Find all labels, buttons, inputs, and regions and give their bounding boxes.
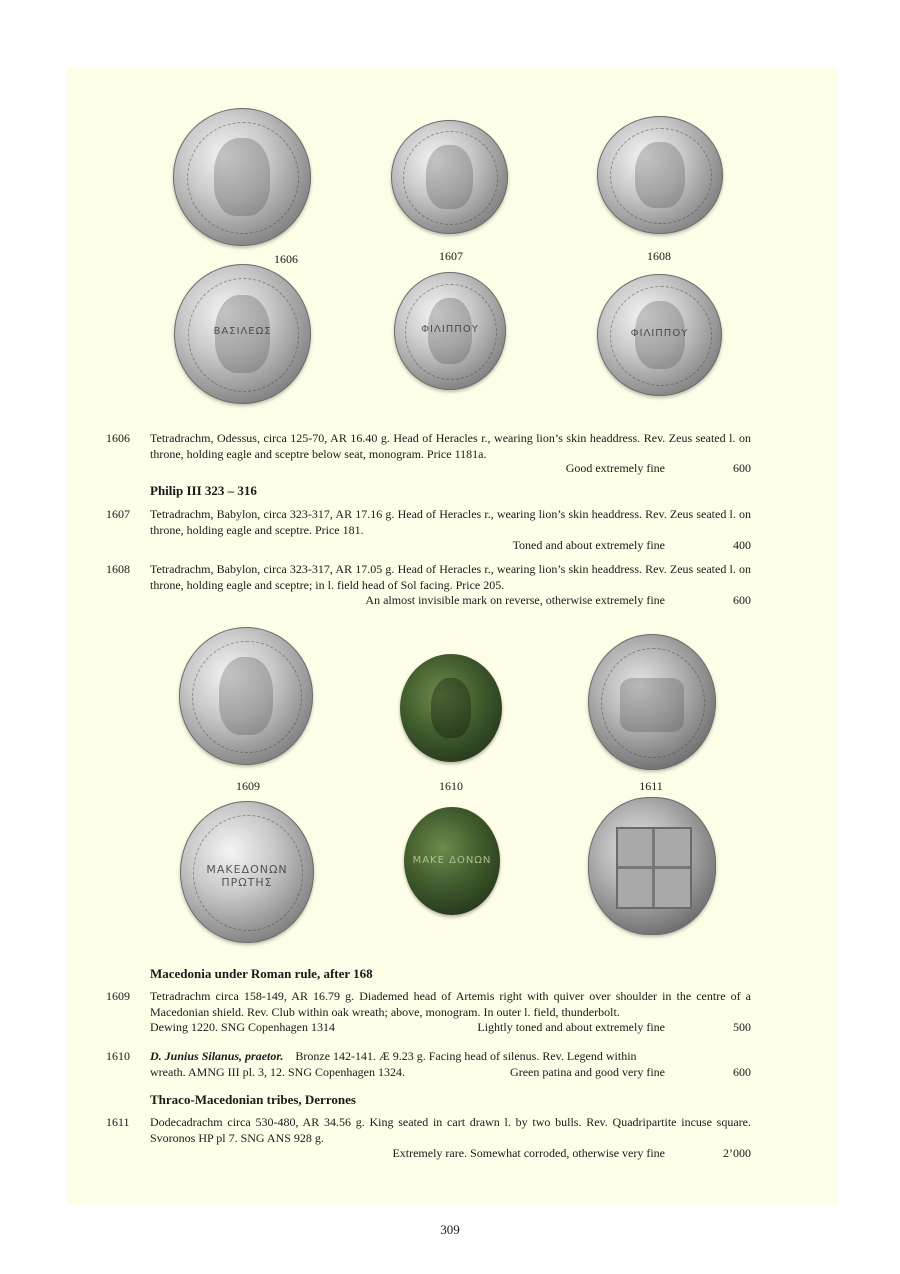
plate-label-1609: 1609 bbox=[236, 779, 260, 793]
magistrate-name-1610: D. Junius Silanus, praetor. bbox=[150, 1049, 284, 1063]
lot-grade-1606: Good extremely fine bbox=[565, 461, 665, 475]
lot-grade-1608: An almost invisible mark on reverse, otherwise extremely fine bbox=[365, 593, 665, 607]
lot-grade-1610: Green patina and good very fine bbox=[510, 1065, 665, 1079]
lot-price-1607: 400 bbox=[733, 538, 751, 552]
coin-1609-reverse: ΜΑΚΕΔΟΝΩΝ ΠΡΩΤΗΣ bbox=[180, 801, 314, 943]
section-heading-thraco-macedonian: Thraco-Macedonian tribes, Derrones bbox=[150, 1092, 356, 1107]
coin-1611-obverse bbox=[588, 634, 716, 770]
lot-number-1607: 1607 bbox=[106, 507, 130, 521]
lot-description-1607: Tetradrachm, Babylon, circa 323-317, AR 17.16 g. Head of Heracles r., wearing lion’s skin headdress. Rev. Zeus seated l. on throne, holding eagle and sceptre. Price 181. bbox=[150, 507, 751, 537]
section-heading-roman-rule: Macedonia under Roman rule, after 168 bbox=[150, 966, 373, 981]
lot-description-1610 bbox=[150, 1049, 751, 1065]
lot-price-1609: 500 bbox=[733, 1020, 751, 1034]
lot-grade-1611: Extremely rare. Somewhat corroded, otherwise very fine bbox=[392, 1146, 665, 1160]
lot-description-1608: Tetradrachm, Babylon, circa 323-317, AR 17.05 g. Head of Heracles r., wearing lion’s skin headdress. Rev. Zeus seated l. on throne, holding eagle and sceptre; in l. field head of Sol facing. Price 205. bbox=[150, 562, 751, 592]
lot-number-1610: 1610 bbox=[106, 1049, 130, 1063]
coin-1606-reverse: ΒΑΣΙΛΕΩΣ bbox=[174, 264, 311, 404]
coin-1608-obverse bbox=[597, 116, 723, 234]
coin-1610-reverse: ΜΑΚΕ ΔΟΝΩΝ bbox=[404, 807, 500, 915]
plate-label-1611: 1611 bbox=[639, 779, 663, 793]
plate-label-1610: 1610 bbox=[439, 779, 463, 793]
lot-grade-1609: Lightly toned and about extremely fine bbox=[477, 1020, 665, 1034]
lot-price-1610: 600 bbox=[733, 1065, 751, 1079]
coin-1610-obverse bbox=[400, 654, 502, 762]
coin-1607-obverse bbox=[391, 120, 508, 234]
lot-references-1609: Dewing 1220. SNG Copenhagen 1314 bbox=[150, 1020, 335, 1034]
lot-price-1611: 2’000 bbox=[723, 1146, 751, 1160]
coin-1607-reverse: ΦΙΛΙΠΠΟΥ bbox=[394, 272, 506, 390]
coin-1611-reverse bbox=[588, 797, 716, 935]
coin-1606-obverse bbox=[173, 108, 311, 246]
lot-number-1606: 1606 bbox=[106, 431, 130, 445]
lot-number-1611: 1611 bbox=[106, 1115, 130, 1129]
coin-1608-reverse: ΦΙΛΙΠΠΟΥ bbox=[597, 274, 722, 396]
coin-1609-obverse bbox=[179, 627, 313, 765]
lot-description-1610-text: Bronze 142-141. Æ 9.23 g. Facing head of silenus. Rev. Legend within bbox=[295, 1049, 637, 1063]
lot-description-1609: Tetradrachm circa 158-149, AR 16.79 g. Diademed head of Artemis right with quiver over shoulder in the centre of a Macedonian shield. Rev. Club within oak wreath; above, monogram. In outer l. field, thunderbolt. bbox=[150, 989, 751, 1019]
lot-price-1608: 600 bbox=[733, 593, 751, 607]
lot-description-1611: Dodecadrachm circa 530-480, AR 34.56 g. King seated in cart drawn l. by two bulls. Rev. Quadripartite incuse square. Svoronos HP pl 7. SNG ANS 928 g. bbox=[150, 1115, 751, 1145]
lot-number-1609: 1609 bbox=[106, 989, 130, 1003]
lot-references-1610: wreath. AMNG III pl. 3, 12. SNG Copenhagen 1324. bbox=[150, 1065, 405, 1079]
lot-number-1608: 1608 bbox=[106, 562, 130, 576]
plate-label-1607: 1607 bbox=[439, 249, 463, 263]
page-number: 309 bbox=[440, 1222, 460, 1237]
plate-label-1608: 1608 bbox=[647, 249, 671, 263]
lot-description-1606: Tetradrachm, Odessus, circa 125-70, AR 16.40 g. Head of Heracles r., wearing lion’s skin headdress. Rev. Zeus seated l. on throne, holding eagle and sceptre below seat, monogram. Price 1181a. bbox=[150, 431, 751, 461]
plate-label-1606: 1606 bbox=[274, 252, 298, 266]
lot-price-1606: 600 bbox=[733, 461, 751, 475]
lot-grade-1607: Toned and about extremely fine bbox=[512, 538, 665, 552]
section-heading-philip: Philip III 323 – 316 bbox=[150, 483, 257, 498]
